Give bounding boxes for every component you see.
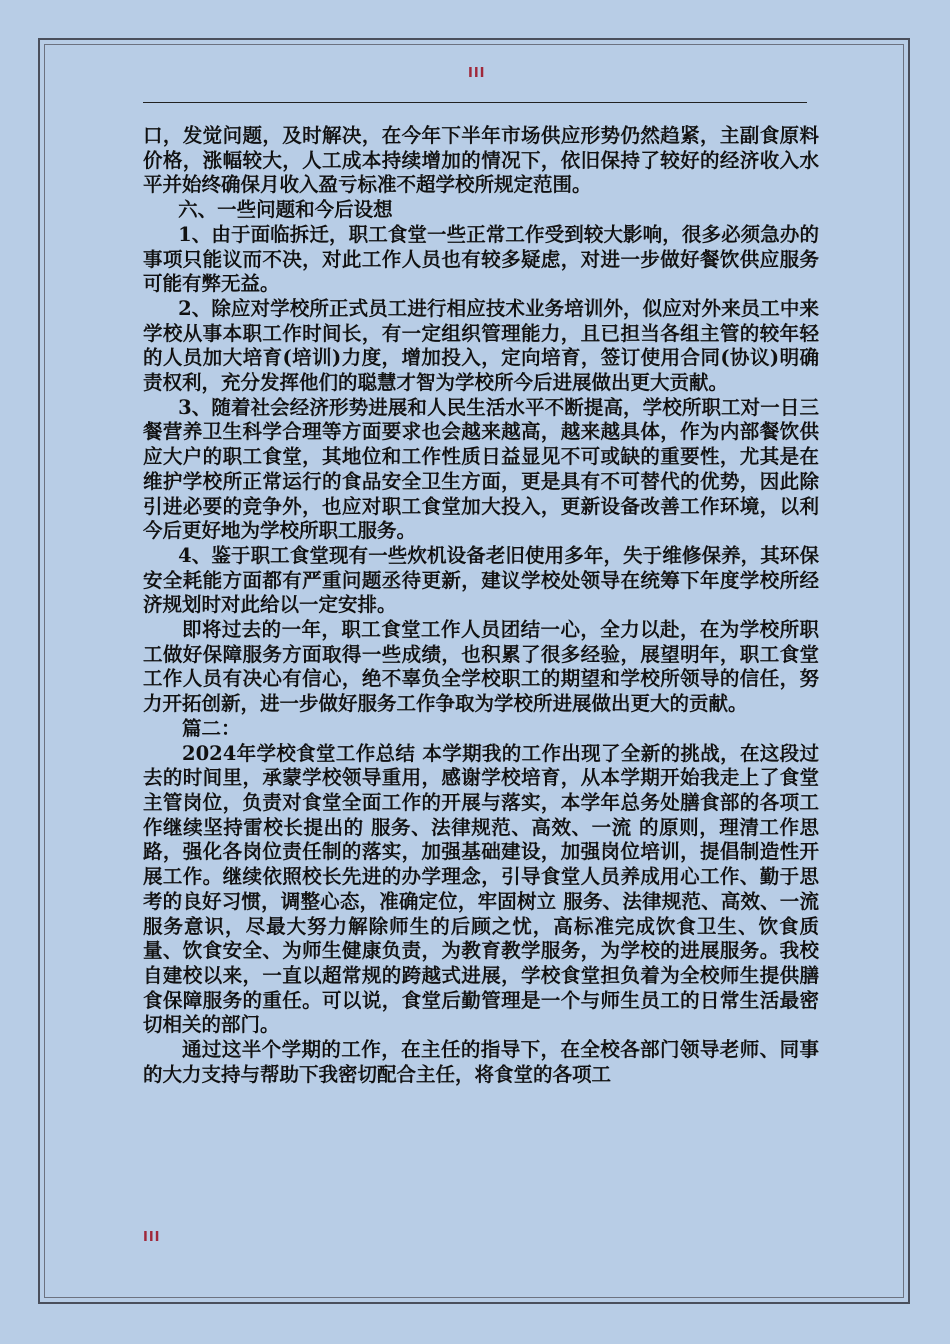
paragraph-item-4: 4、鉴于职工食堂现有一些炊机设备老旧使用多年，失于维修保养，其环保安全耗能方面都有严重问题丞待更新，建议学校处领导在统筹下年度学校所经济规划时对此给以一定安排。 — [143, 543, 819, 617]
paragraph-1: 口，发觉问题，及时解决，在今年下半年市场供应形势仍然趋紧，主副食原料价格，涨幅较大，人工成本持续增加的情况下，依旧保持了较好的经济收入水平并始终确保月收入盈亏标准不超学校所规定范围。 — [143, 124, 819, 197]
document-body — [143, 124, 819, 1087]
paragraph-item-2: 2、除应对学校所正式员工进行相应技术业务培训外，似应对外来员工中来学校从事本职工作时间长，有一定组织管理能力，且已担当各组主管的较年轻的人员加大培育(培训)力度，增加投入，定向培育，签订使用合同(协议)明确责权利，充分发挥他们的聪慧才智为学校所今后进展做出更大贡献。 — [143, 296, 819, 395]
footer-mark: III — [143, 1230, 161, 1245]
section-heading-part2: 篇二： — [182, 716, 241, 740]
paragraph-item-1: 1、由于面临拆迁，职工食堂一些正常工作受到较大影响，很多必须急办的事项只能议而不决，对此工作人员也有较多疑虑，对进一步做好餐饮供应服务可能有弊无益。 — [143, 222, 819, 296]
header-rule — [143, 102, 807, 103]
paragraph-item-3: 3、随着社会经济形势进展和人民生活水平不断提高，学校所职工对一日三餐营养卫生科学合理等方面要求也会越来越高，越来越具体，作为内部餐饮供应大户的职工食堂，其地位和工作性质日益显见不可或缺的重要性，尤其是在维护学校所正常运行的食品安全卫生方面，更是具有不可替代的优势，因此除引进必要的竞争外，也应对职工食堂加大投入，更新设备改善工作环境，以利今后更好地为学校所职工服务。 — [143, 395, 819, 543]
paragraph-part2-continued: 通过这半个学期的工作，在主任的指导下，在全校各部门领导老师、同事的大力支持与帮助下我密切配合主任，将食堂的各项工 — [143, 1038, 819, 1086]
paragraph-part2-intro: 2024年学校食堂工作总结 本学期我的工作出现了全新的挑战，在这段过去的时间里，承蒙学校领导重用，感谢学校培育，从本学期开始我走上了食堂主管岗位，负责对食堂全面工作的开展与落实，本学年总务处膳食部的各项工作继续坚持雷校长提出的 服务、法律规范、高效、一流 的原则，理清工作思路，强化各岗位责任制的落实，加强基础建设，加强岗位培训，提倡制造性开展工作。继续依照校长先进的办学理念，引导食堂人员养成用心工作、勤于思考的良好习惯，调整心态，准确定位，牢固树立 服务、法律规范、高效、一流 服务意识，尽最大努力解除师生的后顾之忧，高标准完成饮食卫生、饮食质量、饮食安全、为师生健康负责，为教育教学服务，为学校的进展服务。我校自建校以来，一直以超常规的跨越式进展，学校食堂担负着为全校师生提供膳食保障服务的重任。可以说，食堂后勤管理是一个与师生员工的日常生活最密切相关的部门。 — [143, 741, 819, 1037]
header-mark: III — [468, 66, 486, 81]
paragraph-closing: 即将过去的一年，职工食堂工作人员团结一心，全力以赴，在为学校所职工做好保障服务方面取得一些成绩，也积累了很多经验，展望明年，职工食堂工作人员有决心有信心，绝不辜负全学校职工的期望和学校所领导的信任，努力开拓创新，进一步做好服务工作争取为学校所进展做出更大的贡献。 — [143, 618, 819, 716]
section-heading-6: 六、一些问题和今后设想 — [178, 198, 393, 222]
